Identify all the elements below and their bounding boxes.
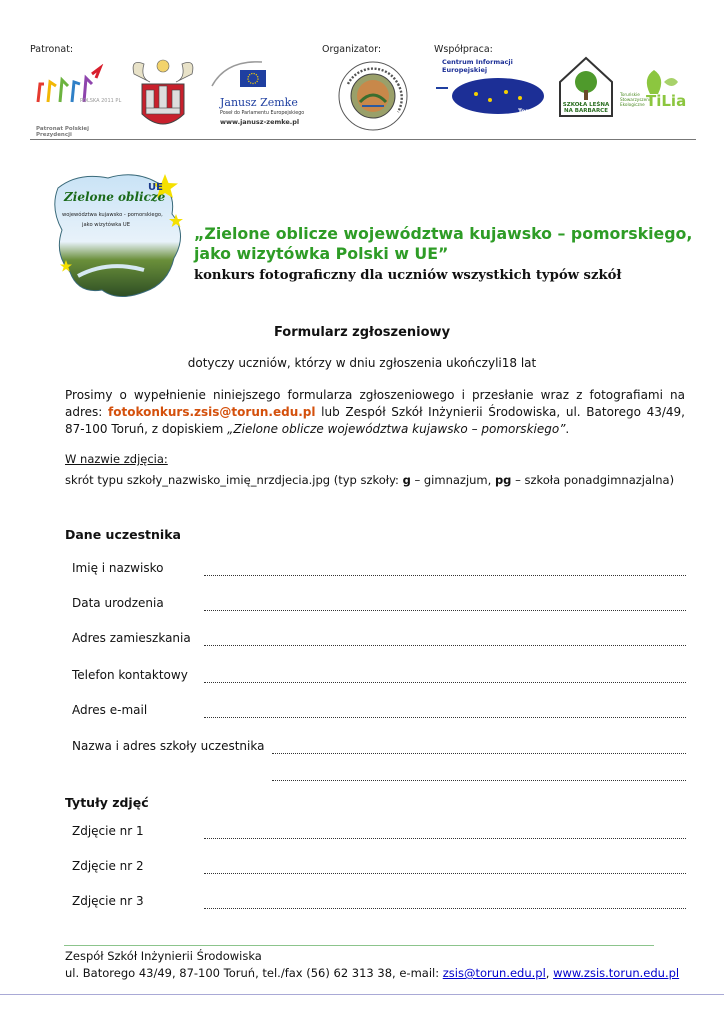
zsis-logo-text [332, 140, 333, 141]
school-input-line-2[interactable] [272, 780, 686, 781]
phone-input-line[interactable] [204, 682, 686, 683]
banner-subtitle: konkurs fotograficzny dla uczniów wszystkich typów szkół [194, 268, 622, 283]
tilia-logo [620, 66, 690, 124]
address-input-line[interactable] [204, 645, 686, 646]
name-input-line[interactable] [204, 575, 686, 576]
photo-label-2: Zdjęcie nr 2 [72, 859, 144, 873]
email-input-line[interactable] [204, 717, 686, 718]
naming-text-2: – gimnazjum, [410, 473, 495, 487]
organizator-label: Organizator: [322, 44, 382, 55]
banner-map [48, 168, 190, 304]
photo-2-input-line[interactable] [204, 873, 686, 874]
szkola-lesna-text: SZKOŁA LEŚNA NA BARBARCE [562, 102, 610, 114]
footer-address: ul. Batorego 43/49, 87-100 Toruń, tel./fax (56) 62 313 38, e-mail: [65, 966, 443, 980]
map-line1: województwa kujawsko - pomorskiego, [62, 212, 163, 218]
map-line2: jako wizytówka UE [82, 222, 131, 228]
footer-website-link[interactable]: www.zsis.torun.edu.pl [553, 966, 680, 980]
intro-text-1: Prosimy o wypełnienie niniejszego formularza zgłoszeniowego i przesłanie wraz z fotografiami na adres: [65, 388, 685, 419]
field-label-phone: Telefon kontaktowy [72, 668, 188, 682]
photo-label-1: Zdjęcie nr 1 [72, 824, 144, 838]
field-label-email: Adres e-mail [72, 703, 148, 717]
footer-email-link[interactable]: zsis@torun.edu.pl [442, 966, 546, 980]
banner-title-line1: „Zielone oblicze województwa kujawsko – pomorskiego, [194, 224, 693, 243]
map-title: Zielone oblicze [64, 190, 166, 204]
tilia-name: TiLia [646, 92, 687, 110]
cie-logo [434, 58, 546, 120]
footer-separator: , [545, 966, 554, 980]
birthdate-input-line[interactable] [204, 610, 686, 611]
presidency-sub: POLSKA 2011 PL [80, 98, 122, 104]
zemke-url: www.janusz-zemke.pl [220, 118, 300, 126]
presidency-text: Patronat Polskiej Prezydencji [36, 126, 90, 138]
header-divider [30, 139, 696, 140]
eu-parliament-icon [206, 56, 312, 92]
photo-3-input-line[interactable] [204, 908, 686, 909]
form-scope: dotyczy uczniów, którzy w dniu zgłoszenia ukończyli18 lat [187, 356, 537, 370]
footer-contact [65, 966, 679, 980]
field-label-name: Imię i nazwisko [72, 561, 164, 575]
photo-1-input-line[interactable] [204, 838, 686, 839]
cie-text: Centrum Informacji Europejskiej [442, 58, 513, 74]
tilia-small-text: Toruńskie Stowarzyszenie Ekologiczne [620, 92, 653, 107]
page-bottom-divider [0, 994, 724, 995]
naming-pg: pg [494, 473, 512, 487]
field-label-birthdate: Data urodzenia [72, 596, 164, 610]
coat-of-arms-icon [130, 56, 196, 136]
photo-label-3: Zdjęcie nr 3 [72, 894, 144, 908]
naming-g: g [402, 473, 411, 487]
zsis-logo [332, 54, 414, 136]
wspolpraca-label: Współpraca: [434, 44, 493, 55]
polish-presidency-logo [30, 64, 122, 136]
field-label-address: Adres zamieszkania [72, 631, 191, 645]
form-title: Formularz zgłoszeniowy [273, 325, 451, 340]
naming-label: W nazwie zdjęcia: [65, 452, 168, 466]
patronat-label: Patronat: [30, 44, 74, 55]
kujawsko-pomorskie-map-icon [48, 168, 190, 304]
zemke-line: Poseł do Parlamentu Europejskiego [220, 111, 305, 116]
torun-coat-of-arms [130, 56, 196, 136]
map-ue: UE [148, 182, 163, 193]
naming-text-3: – szkoła ponadgimnazjalna) [511, 473, 675, 487]
zemke-name: Janusz Zemke [220, 96, 298, 109]
footer-divider [64, 945, 654, 946]
naming-text-1: skrót typu szkoły_nazwisko_imię_nrzdjecia.jpg (typ szkoły: [65, 473, 403, 487]
zsis-emblem-icon [332, 54, 414, 136]
cie-city: Toruń [518, 108, 537, 115]
janusz-zemke-logo [206, 56, 312, 132]
banner-title-line2: jako wizytówka Polski w UE” [194, 244, 449, 263]
school-input-line-1[interactable] [272, 753, 686, 754]
footer-school-name: Zespół Szkół Inżynierii Środowiska [65, 949, 262, 963]
field-label-school: Nazwa i adres szkoły uczestnika [72, 739, 265, 753]
section-participant: Dane uczestnika [65, 527, 181, 542]
section-photos: Tytuły zdjęć [65, 795, 149, 810]
intro-end: . [565, 422, 570, 436]
intro-italic: „Zielone oblicze województwa kujawsko – pomorskiego” [227, 422, 566, 436]
intro-paragraph [65, 387, 685, 438]
szkola-lesna-logo [556, 54, 616, 120]
naming-rule [65, 473, 674, 487]
intro-text-2: lub Zespół Szkół Inżynierii Środowiska, ul. Batorego 43/49, 87-100 Toruń, z dopiskiem [65, 405, 685, 436]
contest-email-link[interactable]: fotokonkurs.zsis@torun.edu.pl [108, 405, 316, 419]
